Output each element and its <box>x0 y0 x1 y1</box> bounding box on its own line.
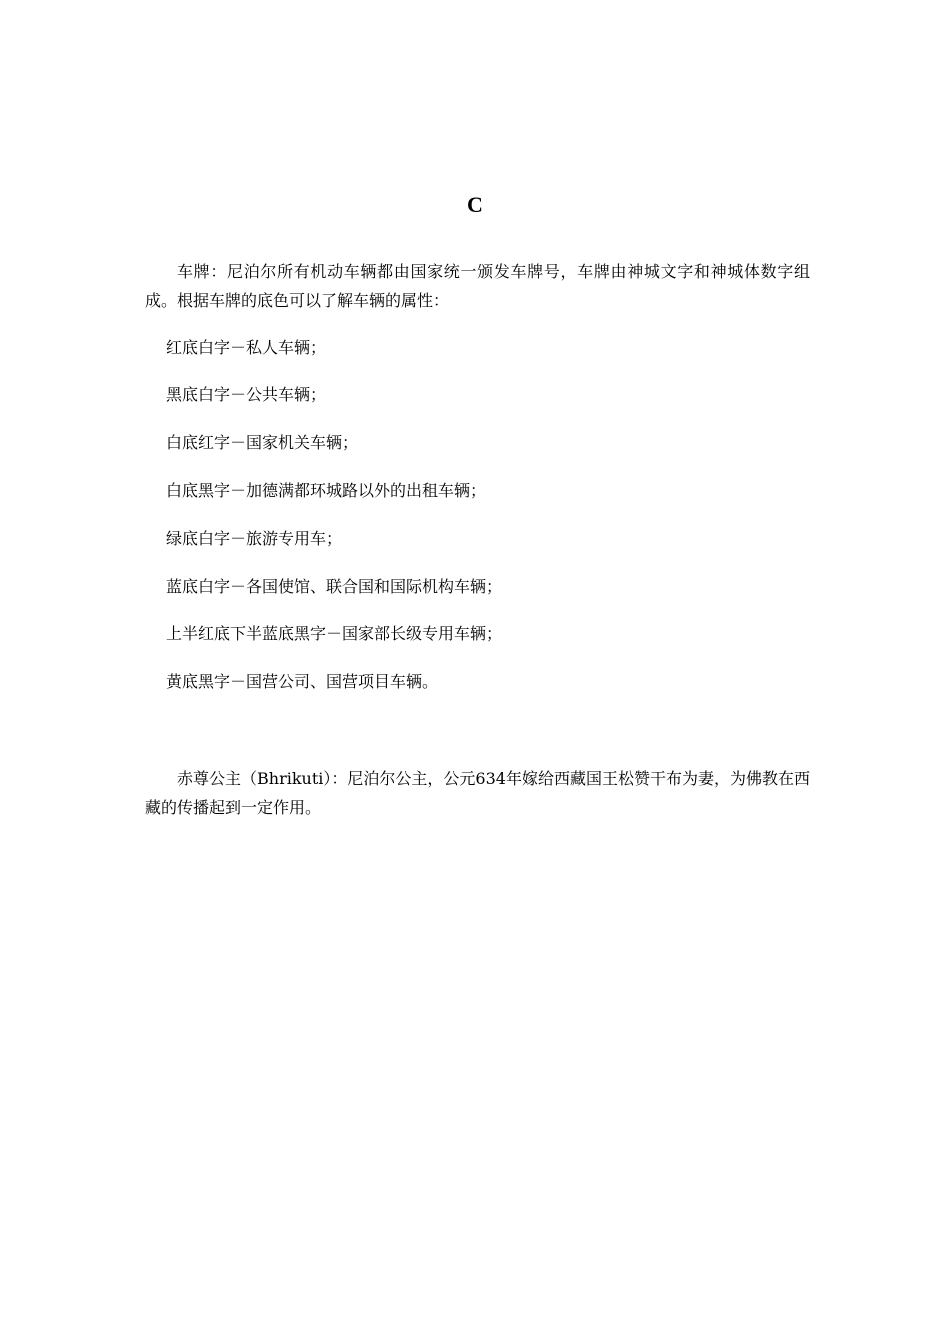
plate-color-item: 红底白字－私人车辆； <box>166 338 327 357</box>
plate-color-item: 蓝底白字－各国使馆、联合国和国际机构车辆； <box>166 577 503 596</box>
plate-color-item: 绿底白字－旅游专用车； <box>166 529 343 548</box>
plate-color-item: 白底红字－国家机关车辆； <box>166 433 359 452</box>
bhrikuti-paragraph: 赤尊公主（Bhrikuti）：尼泊尔公主，公元634年嫁给西藏国王松赞干布为妻，为佛教在西藏的传播起到一定作用。 <box>145 769 810 817</box>
plate-color-item: 白底黑字－加德满都环城路以外的出租车辆； <box>166 481 487 500</box>
plate-color-item: 上半红底下半蓝底黑字－国家部长级专用车辆； <box>166 624 503 643</box>
license-plate-paragraph: 车牌：尼泊尔所有机动车辆都由国家统一颁发车牌号，车牌由神城文字和神城体数字组成。根据车牌的底色可以了解车辆的属性： <box>145 262 810 310</box>
plate-color-item: 黄底黑字－国营公司、国营项目车辆。 <box>166 672 439 691</box>
plate-color-item: 黑底白字－公共车辆； <box>166 385 327 404</box>
section-letter-heading: C <box>467 192 483 217</box>
